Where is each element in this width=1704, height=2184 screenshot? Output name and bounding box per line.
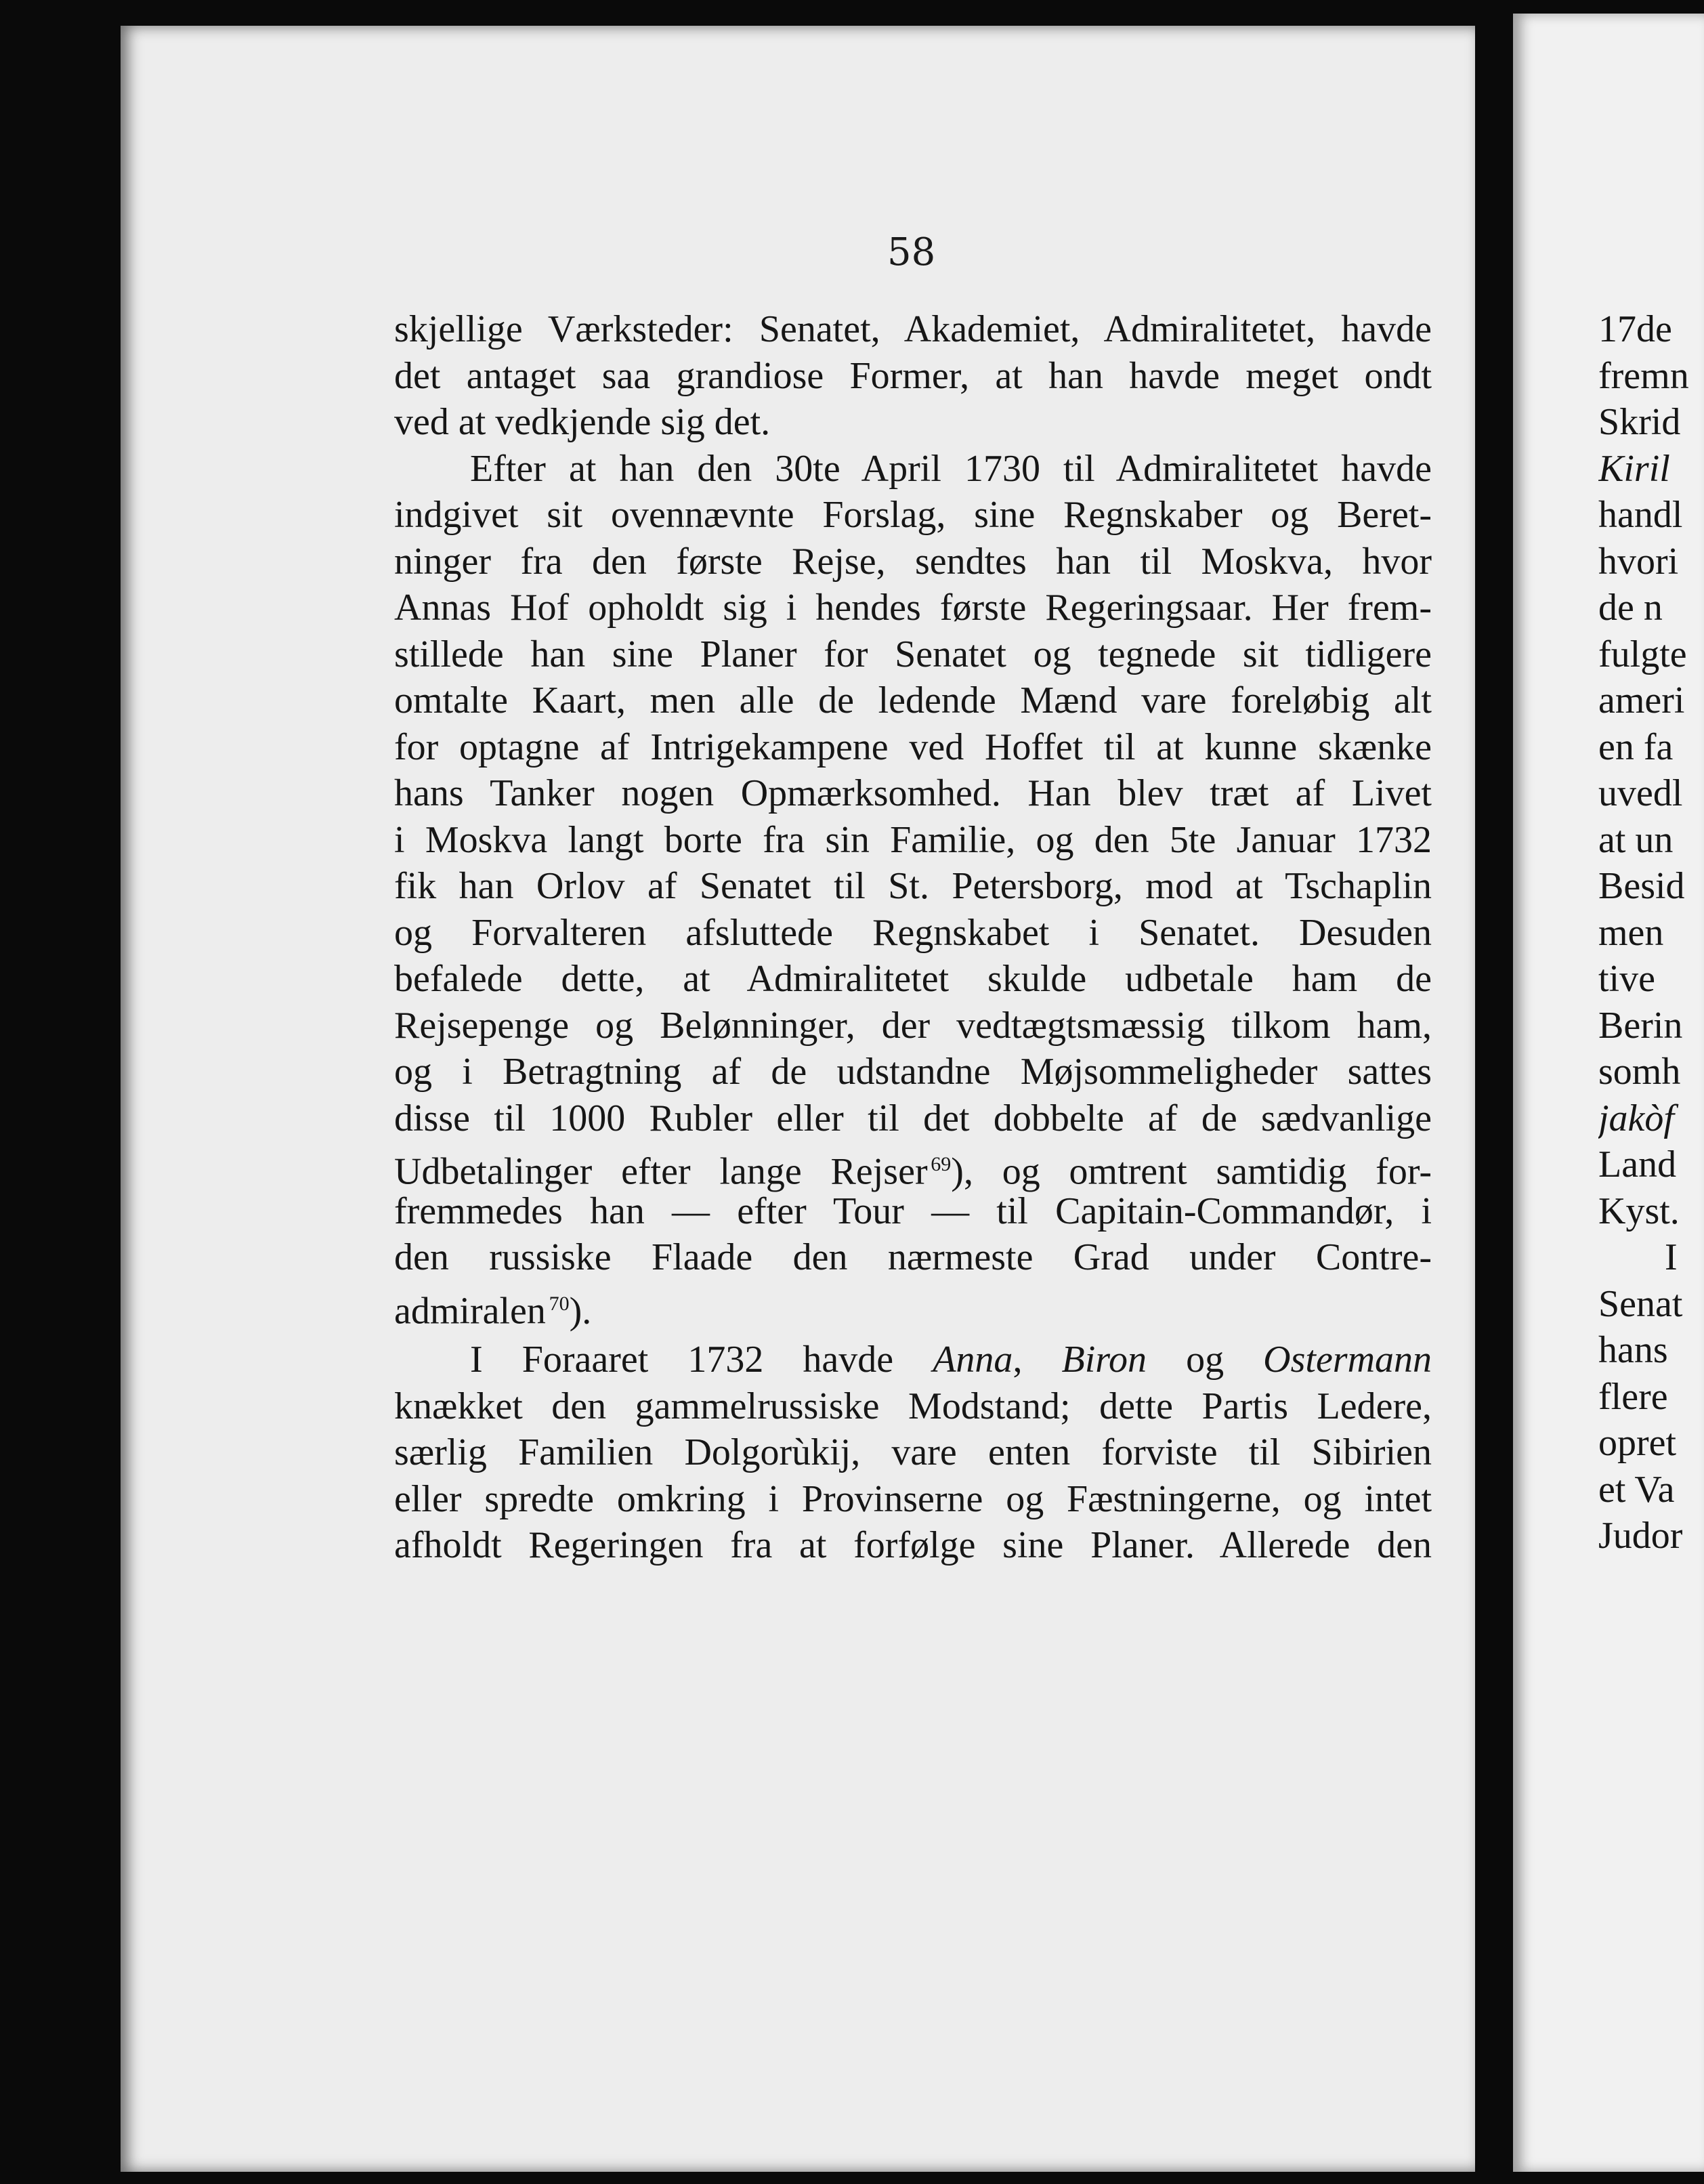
text-segment: admiralen xyxy=(394,1290,546,1332)
facing-line: en fa xyxy=(1598,726,1674,768)
facing-line: hvori xyxy=(1598,540,1679,583)
text-line xyxy=(394,1281,1432,1332)
facing-line: somh xyxy=(1598,1051,1681,1093)
text-line: skjellige Værksteder: Senatet, Akademiet, Admiralitetet, havde xyxy=(394,308,1432,350)
text-line: befalede dette, at Admiralitetet skulde udbetale ham de xyxy=(394,958,1432,1000)
text-line: afholdt Regeringen fra at forfølge sine Planer. Allerede den xyxy=(394,1524,1432,1566)
text-line: Annas Hof opholdt sig i hendes første Regeringsaar. Her frem- xyxy=(394,587,1432,629)
text-line: eller spredte omkring i Provinserne og Fæstningerne, og intet xyxy=(394,1477,1432,1520)
text-line: og Forvalteren afsluttede Regnskabet i Senatet. Desuden xyxy=(394,911,1432,954)
facing-line: Besid xyxy=(1598,865,1685,907)
text-line: Efter at han den 30te April 1730 til Admiralitetet havde xyxy=(470,447,1432,490)
facing-line: ameri xyxy=(1598,679,1685,721)
name-biron: Biron xyxy=(1061,1339,1147,1381)
footnote-ref-70: 70 xyxy=(549,1292,570,1315)
facing-line: flere xyxy=(1598,1375,1668,1418)
text-line: i Moskva langt borte fra sin Familie, og den 5te Januar 1732 xyxy=(394,818,1432,861)
name-anna: Anna xyxy=(933,1339,1013,1381)
facing-line: Judor xyxy=(1598,1515,1683,1557)
text-line: det antaget saa grandiose Former, at han havde meget ondt xyxy=(394,354,1432,397)
text-segment: ), og omtrent samtidig for- xyxy=(951,1150,1432,1193)
text-line: særlig Familien Dolgorùkij, vare enten forviste til Sibirien xyxy=(394,1431,1432,1473)
text-line: stillede han sine Planer for Senatet og tegnede sit tidligere xyxy=(394,633,1432,675)
facing-line: Kyst. xyxy=(1598,1190,1680,1232)
text-line: Rejsepenge og Belønninger, der vedtægtsmæssig tilkom ham, xyxy=(394,1004,1432,1047)
facing-line: handl xyxy=(1598,494,1683,536)
facing-line: tive xyxy=(1598,958,1655,1000)
footnote-ref-69: 69 xyxy=(931,1153,952,1175)
text-line: og i Betragtning af de udstandne Møjsommeligheder sattes xyxy=(394,1051,1432,1093)
text-line: fremmedes han — efter Tour — til Capitain-Commandør, i xyxy=(394,1190,1432,1232)
facing-line: et Va xyxy=(1598,1468,1675,1511)
text-segment: Udbetalinger efter lange Rejser xyxy=(394,1150,928,1193)
facing-line: 17de xyxy=(1598,308,1672,350)
text-line xyxy=(394,1141,1432,1193)
facing-line: hans xyxy=(1598,1329,1668,1371)
facing-line: Berin xyxy=(1598,1004,1683,1047)
facing-line: at un xyxy=(1598,818,1674,861)
text-line: ninger fra den første Rejse, sendtes han til Moskva, hvor xyxy=(394,540,1432,583)
body-text xyxy=(394,306,1432,1569)
page-number: 58 xyxy=(887,230,936,274)
text-line: indgivet sit ovennævnte Forslag, sine Regnskaber og Beret- xyxy=(394,494,1432,536)
text-line: for optagne af Intrigekampene ved Hoffet til at kunne skænke xyxy=(394,726,1432,768)
text-segment: ). xyxy=(569,1290,592,1332)
facing-line: fremn xyxy=(1598,354,1689,397)
text-line: disse til 1000 Rubler eller til det dobbelte af de sædvanlige xyxy=(394,1097,1432,1139)
text-line: ved at vedkjende sig det. xyxy=(394,401,771,443)
facing-line: uvedl xyxy=(1598,772,1683,814)
facing-line: Land xyxy=(1598,1143,1677,1185)
facing-line: I xyxy=(1665,1236,1678,1278)
text-line xyxy=(394,1337,1432,1383)
facing-line: jakòf xyxy=(1598,1097,1674,1139)
text-segment: I Foraaret 1732 havde xyxy=(470,1339,894,1381)
text-segment: og xyxy=(1186,1339,1224,1381)
facing-line: opret xyxy=(1598,1422,1677,1464)
facing-line: Senat xyxy=(1598,1282,1683,1325)
facing-line: Skrid xyxy=(1598,401,1681,443)
text-line: omtalte Kaart, men alle de ledende Mænd vare foreløbig alt xyxy=(394,679,1432,721)
facing-line: fulgte xyxy=(1598,633,1687,675)
text-line: knækket den gammelrussiske Modstand; dette Partis Ledere, xyxy=(394,1385,1432,1427)
facing-line: men xyxy=(1598,911,1664,954)
facing-line: de n xyxy=(1598,587,1663,629)
facing-line: Kiril xyxy=(1598,447,1670,490)
name-ostermann: Ostermann xyxy=(1263,1339,1432,1381)
facing-page-text xyxy=(1598,306,1704,1559)
text-line: den russiske Flaade den nærmeste Grad under Contre- xyxy=(394,1236,1432,1278)
text-segment: , xyxy=(1013,1339,1023,1381)
text-line: hans Tanker nogen Opmærksomhed. Han blev træt af Livet xyxy=(394,772,1432,814)
text-line: fik han Orlov af Senatet til St. Petersborg, mod at Tschaplin xyxy=(394,865,1432,907)
